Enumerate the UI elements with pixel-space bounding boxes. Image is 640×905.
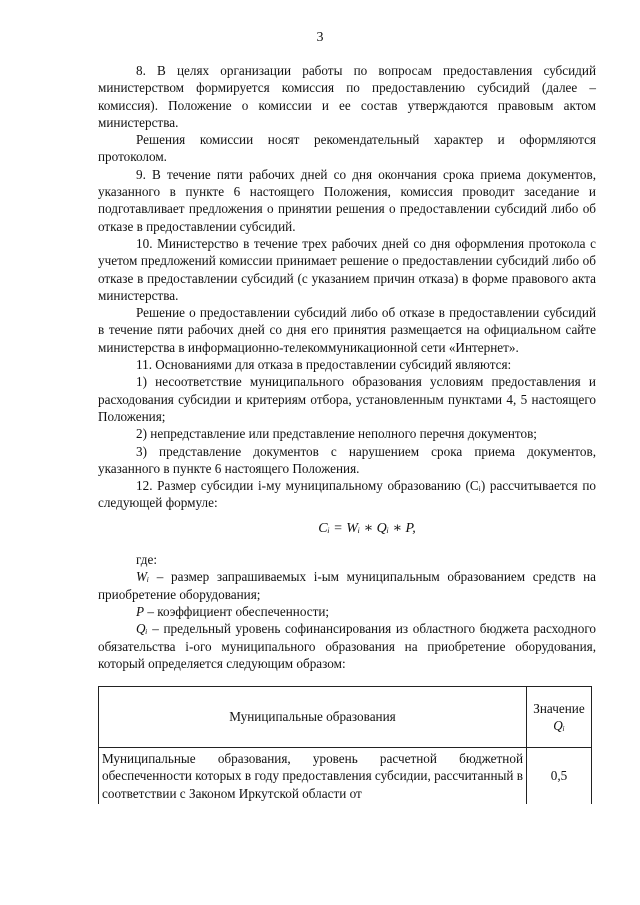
table-header-value-symbol: Qᵢ — [553, 718, 565, 734]
paragraph-commission-decisions: Решения комиссии носят рекомендательный характер и оформляются протоколом. — [98, 132, 596, 165]
paragraph-9: 9. В течение пяти рабочих дней со дня окончания срока приема документов, указанного в пункте 6 настоящего Положения, комиссия проводит заседание и подготавливает предложения о принятии решения о предоставлении субсидий либо об отказе в предоставлении субсидий. — [98, 166, 596, 234]
subsidy-formula: Cᵢ = Wᵢ ∗ Qᵢ ∗ P, — [318, 520, 416, 536]
definition-symbol: Wᵢ — [136, 569, 150, 585]
page-number: 3 — [316, 30, 324, 45]
definition-symbol: Qᵢ — [136, 621, 148, 637]
paragraph-11-3: 3) представление документов с нарушением срока приема документов, указанного в пункте 6 настоящего Положения. — [98, 443, 596, 476]
paragraph-10: 10. Министерство в течение трех рабочих дней со дня оформления протокола с учетом предложений комиссии принимает решение о предоставлении субсидий либо об отказе в предоставлении субсидий (с указанием причин отказа) в форме правового акта министерства. — [98, 235, 596, 303]
definition-text: – предельный уровень софинансирования из областного бюджета расходного обязательства i-ого муниципального образования на приобретение оборудования, который определяется следующим образом: — [98, 621, 596, 671]
definition-q — [98, 620, 596, 672]
table-header-value-label: Значение — [533, 700, 585, 716]
definition-w — [98, 568, 596, 603]
paragraph-8: 8. В целях организации работы по вопросам предоставления субсидий министерством формируется комиссия по предоставлению субсидий (далее – комиссия). Положение о комиссии и ее состав утверждаются правовым актом министерства. — [98, 63, 596, 130]
paragraph-11-1: 1) несоответствие муниципального образования условиям предоставления и расходования субсидии и критериям отбора, установленным пунктами 4, 5 настоящего Положения; — [98, 374, 596, 424]
paragraph-decision-publication: Решение о предоставлении субсидий либо об отказе в предоставлении субсидий в течение пяти рабочих дней со дня его принятия размещается на официальном сайте министерства в информационно-телекоммуникационной сети «Интернет». — [98, 305, 596, 355]
table-cell-description: Муниципальные образования, уровень расчетной бюджетной обеспеченности которых в году предоставления субсидии, рассчитанный в соответствии с Законом Иркутской области от — [99, 748, 527, 804]
document-body — [98, 62, 596, 804]
paragraph-12: 12. Размер субсидии i-му муниципальному образованию (Cᵢ) рассчитывается по следующей формуле: — [98, 478, 596, 511]
table-cell-value: 0,5 — [527, 748, 592, 804]
paragraph-11: 11. Основаниями для отказа в предоставлении субсидий являются: — [136, 357, 512, 373]
definition-text: – коэффициент обеспеченности; — [144, 603, 330, 619]
table-header-value — [527, 687, 592, 748]
paragraph-11-2: 2) непредставление или представление неполного перечня документов; — [136, 426, 537, 442]
definition-symbol: P — [136, 603, 145, 619]
where-label: где: — [136, 552, 157, 568]
table-header-row — [99, 687, 592, 748]
definition-text: – размер запрашиваемых i-ым муниципальным образованием средств на приобретение оборудования; — [98, 569, 596, 602]
table-header-municipalities: Муниципальные образования — [99, 687, 527, 748]
definition-p — [98, 603, 596, 620]
cofinancing-table — [98, 686, 592, 804]
table-row — [99, 748, 592, 804]
